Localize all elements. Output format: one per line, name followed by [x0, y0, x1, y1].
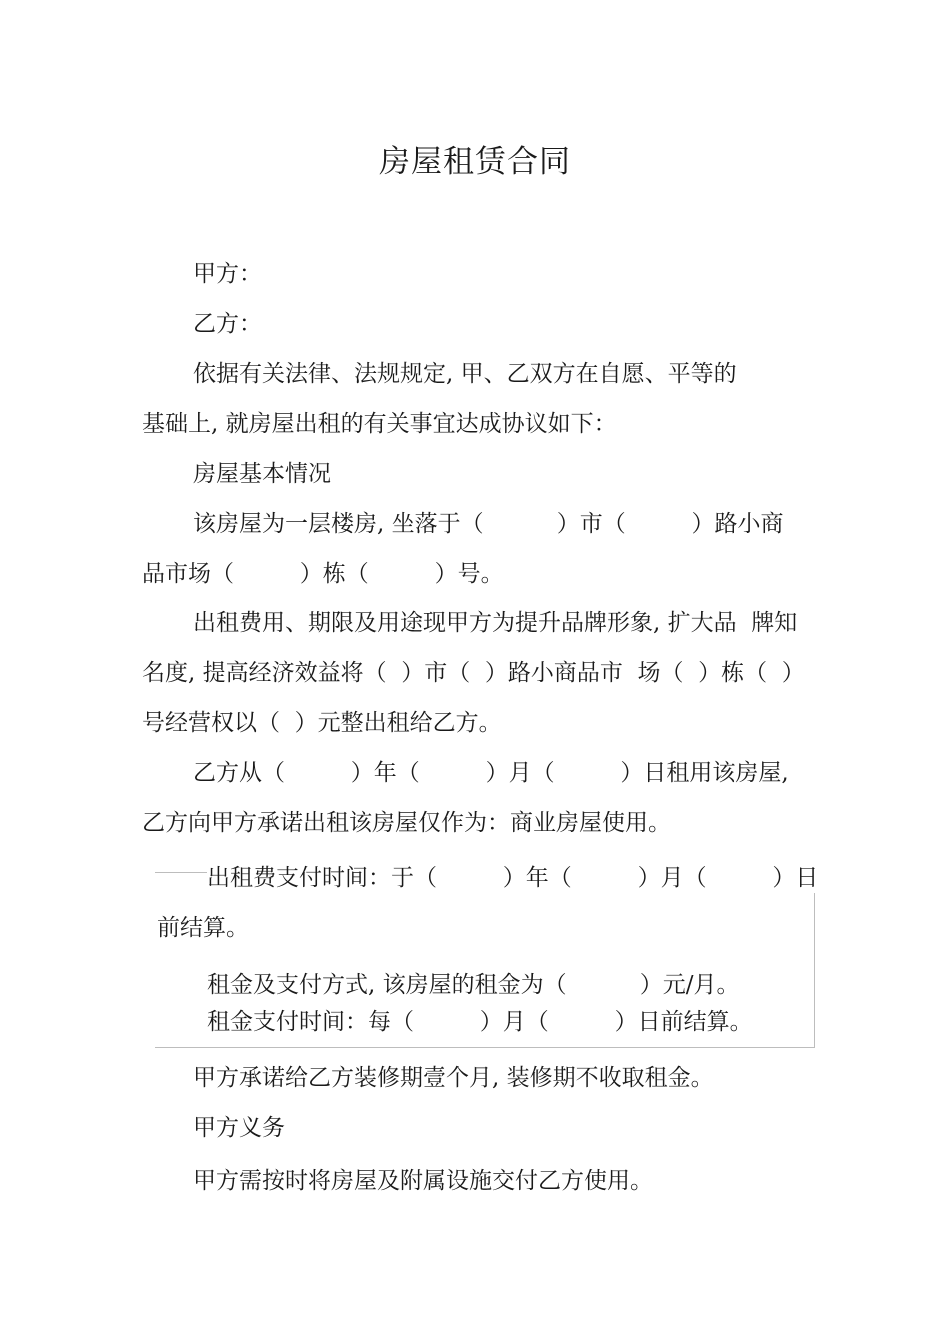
renovation-line: 甲方承诺给乙方装修期壹个月, 装修期不收取租金。: [193, 1065, 714, 1091]
preamble-line-1: 依据有关法律、法规规定, 甲、乙双方在自愿、平等的: [193, 361, 737, 387]
rental-line-3: 号经营权以（ ）元整出租给乙方。: [142, 710, 502, 736]
rent-payment-time-line: 租金支付时间：每（ ）月（ ）日前结算。: [207, 1009, 753, 1035]
preamble-line-2: 基础上, 就房屋出租的有关事宜达成协议如下：: [142, 411, 617, 437]
obligation-line-1: 甲方需按时将房屋及附属设施交付乙方使用。: [193, 1168, 653, 1194]
section-heading-obligations: 甲方义务: [193, 1115, 285, 1141]
rental-line-2: 名度, 提高经济效益将（ ）市（ ）路小商品市 场（ ）栋（ ）: [142, 660, 805, 686]
payment-time-line-2: 前结算。: [157, 915, 249, 941]
party-a-line: 甲方：: [193, 261, 262, 287]
location-line-2: 品市场（ ）栋（ ）号。: [142, 561, 504, 587]
term-line-2: 乙方向甲方承诺出租该房屋仅作为：商业房屋使用。: [142, 810, 671, 836]
rental-line-1: 出租费用、期限及用途现甲方为提升品牌形象, 扩大品 牌知: [193, 610, 798, 636]
party-b-line: 乙方：: [193, 311, 262, 337]
location-line-1: 该房屋为一层楼房, 坐落于（ ）市（ ）路小商: [193, 511, 784, 537]
payment-time-line-1: 出租费支付时间：于（ ）年（ ）月（ ）日: [207, 865, 819, 891]
document-title: 房屋租赁合同: [379, 144, 571, 180]
rent-amount-line: 租金及支付方式, 该房屋的租金为（ ）元/月。: [207, 972, 740, 998]
section-heading-basic: 房屋基本情况: [193, 461, 331, 487]
term-line-1: 乙方从（ ）年（ ）月（ ）日租用该房屋,: [193, 760, 789, 786]
